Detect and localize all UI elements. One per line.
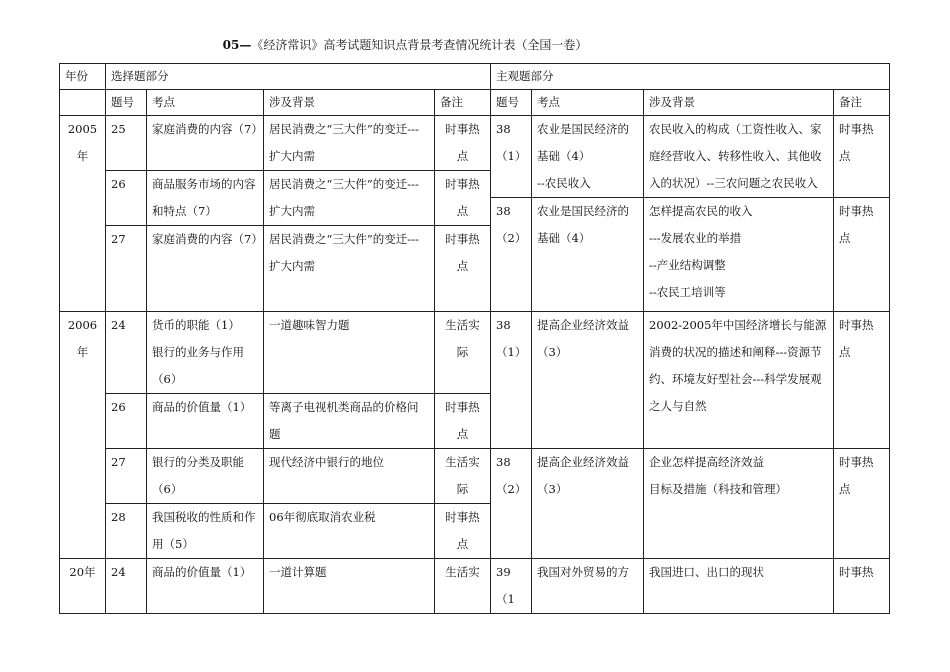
choice-note: 生活实际 xyxy=(435,449,491,504)
subjective-background-line: 企业怎样提高经济效益 xyxy=(649,455,764,469)
choice-note: 时事热点 xyxy=(435,394,491,449)
choice-point xyxy=(147,312,264,394)
header-row-sections xyxy=(60,64,890,90)
choice-point: 商品的价值量（1） xyxy=(147,394,264,449)
year-cell-2005: 2005年 xyxy=(60,116,106,312)
choice-background: 一道趣味智力题 xyxy=(264,312,435,394)
table-row xyxy=(60,449,890,504)
subjective-num: 38（2） xyxy=(491,449,532,559)
choice-point: 商品服务市场的内容和特点（7） xyxy=(147,171,264,226)
subjective-point: 农业是国民经济的基础（4） xyxy=(532,198,644,312)
choice-num: 28 xyxy=(106,504,147,559)
header-subjective-num: 题号 xyxy=(491,90,532,116)
subjective-note: 时事热点 xyxy=(834,312,890,449)
subjective-background: 我国进口、出口的现状 xyxy=(644,559,834,614)
subjective-num: 39（1 xyxy=(491,559,532,614)
subjective-background: 农民收入的构成（工资性收入、家庭经营收入、转移性收入、其他收入的状况）--三农问题之农民收入 xyxy=(644,116,834,198)
header-subjective-note: 备注 xyxy=(834,90,890,116)
table-row xyxy=(60,312,890,394)
choice-background: 等离子电视机类商品的价格问题 xyxy=(264,394,435,449)
subjective-num: 38（1） xyxy=(491,312,532,449)
choice-note: 时事热点 xyxy=(435,504,491,559)
header-choice-point: 考点 xyxy=(147,90,264,116)
choice-point: 银行的分类及职能（6） xyxy=(147,449,264,504)
choice-num: 26 xyxy=(106,394,147,449)
subjective-note: 时事热点 xyxy=(834,116,890,198)
subjective-note: 时事热点 xyxy=(834,198,890,312)
table-row xyxy=(60,559,890,614)
header-subjective-section: 主观题部分 xyxy=(491,64,890,90)
header-subjective-point: 考点 xyxy=(532,90,644,116)
choice-num: 24 xyxy=(106,559,147,614)
subjective-num: 38（2） xyxy=(491,198,532,312)
header-year-spacer xyxy=(60,90,106,116)
subjective-point xyxy=(532,116,644,198)
choice-background: 居民消费之“三大件”的变迁---扩大内需 xyxy=(264,171,435,226)
choice-note: 时事热点 xyxy=(435,116,491,171)
choice-num: 24 xyxy=(106,312,147,394)
choice-background: 一道计算题 xyxy=(264,559,435,614)
choice-note: 时事热点 xyxy=(435,226,491,312)
choice-note: 时事热点 xyxy=(435,171,491,226)
choice-note: 生活实际 xyxy=(435,312,491,394)
subjective-background: 2002-2005年中国经济增长与能源消费的状况的描述和阐释---资源节约、环境友好型社会---科学发展观之人与自然 xyxy=(644,312,834,449)
title-prefix: 05— xyxy=(222,38,252,52)
header-choice-num: 题号 xyxy=(106,90,147,116)
choice-num: 25 xyxy=(106,116,147,171)
subjective-point-subtext: --农民收入 xyxy=(537,176,591,190)
choice-point: 家庭消费的内容（7） xyxy=(147,226,264,312)
choice-background: 居民消费之“三大件”的变迁---扩大内需 xyxy=(264,116,435,171)
header-row-columns xyxy=(60,90,890,116)
header-choice-background: 涉及背景 xyxy=(264,90,435,116)
header-subjective-background: 涉及背景 xyxy=(644,90,834,116)
title-text: 《经济常识》高考试题知识点背景考查情况统计表（全国一卷） xyxy=(251,38,588,52)
choice-point: 我国税收的性质和作用（5） xyxy=(147,504,264,559)
header-year: 年份 xyxy=(60,64,106,90)
choice-point-text: 银行的业务与作用（6） xyxy=(152,345,244,386)
header-choice-note: 备注 xyxy=(435,90,491,116)
header-choice-section: 选择题部分 xyxy=(106,64,491,90)
subjective-note: 时事热点 xyxy=(834,449,890,559)
subjective-point-text: 农业是国民经济的基础（4） xyxy=(537,122,629,163)
choice-num: 27 xyxy=(106,449,147,504)
page-title xyxy=(0,38,810,52)
table-row xyxy=(60,116,890,171)
choice-note: 生活实 xyxy=(435,559,491,614)
subjective-background xyxy=(644,198,834,312)
choice-point: 家庭消费的内容（7） xyxy=(147,116,264,171)
subjective-num: 38（1） xyxy=(491,116,532,198)
subjective-background-line: --农民工培训等 xyxy=(649,285,726,299)
subjective-point: 我国对外贸易的方 xyxy=(532,559,644,614)
choice-num: 26 xyxy=(106,171,147,226)
choice-point-text: 货币的职能（1） xyxy=(152,318,240,332)
subjective-background xyxy=(644,449,834,559)
choice-background: 现代经济中银行的地位 xyxy=(264,449,435,504)
subjective-note: 时事热 xyxy=(834,559,890,614)
subjective-background-line: 怎样提高农民的收入 xyxy=(649,204,753,218)
subjective-point: 提高企业经济效益（3） xyxy=(532,312,644,449)
choice-background: 06年彻底取消农业税 xyxy=(264,504,435,559)
choice-num: 27 xyxy=(106,226,147,312)
choice-background: 居民消费之“三大件”的变迁---扩大内需 xyxy=(264,226,435,312)
year-cell-2007: 20年 xyxy=(60,559,106,614)
subjective-background-line: 目标及措施（科技和管理） xyxy=(649,482,787,496)
subjective-point: 提高企业经济效益（3） xyxy=(532,449,644,559)
subjective-background-line: --产业结构调整 xyxy=(649,258,726,272)
year-cell-2006: 2006年 xyxy=(60,312,106,559)
statistics-table xyxy=(59,63,890,614)
subjective-background-line: ---发展农业的举措 xyxy=(649,231,742,245)
choice-point: 商品的价值量（1） xyxy=(147,559,264,614)
